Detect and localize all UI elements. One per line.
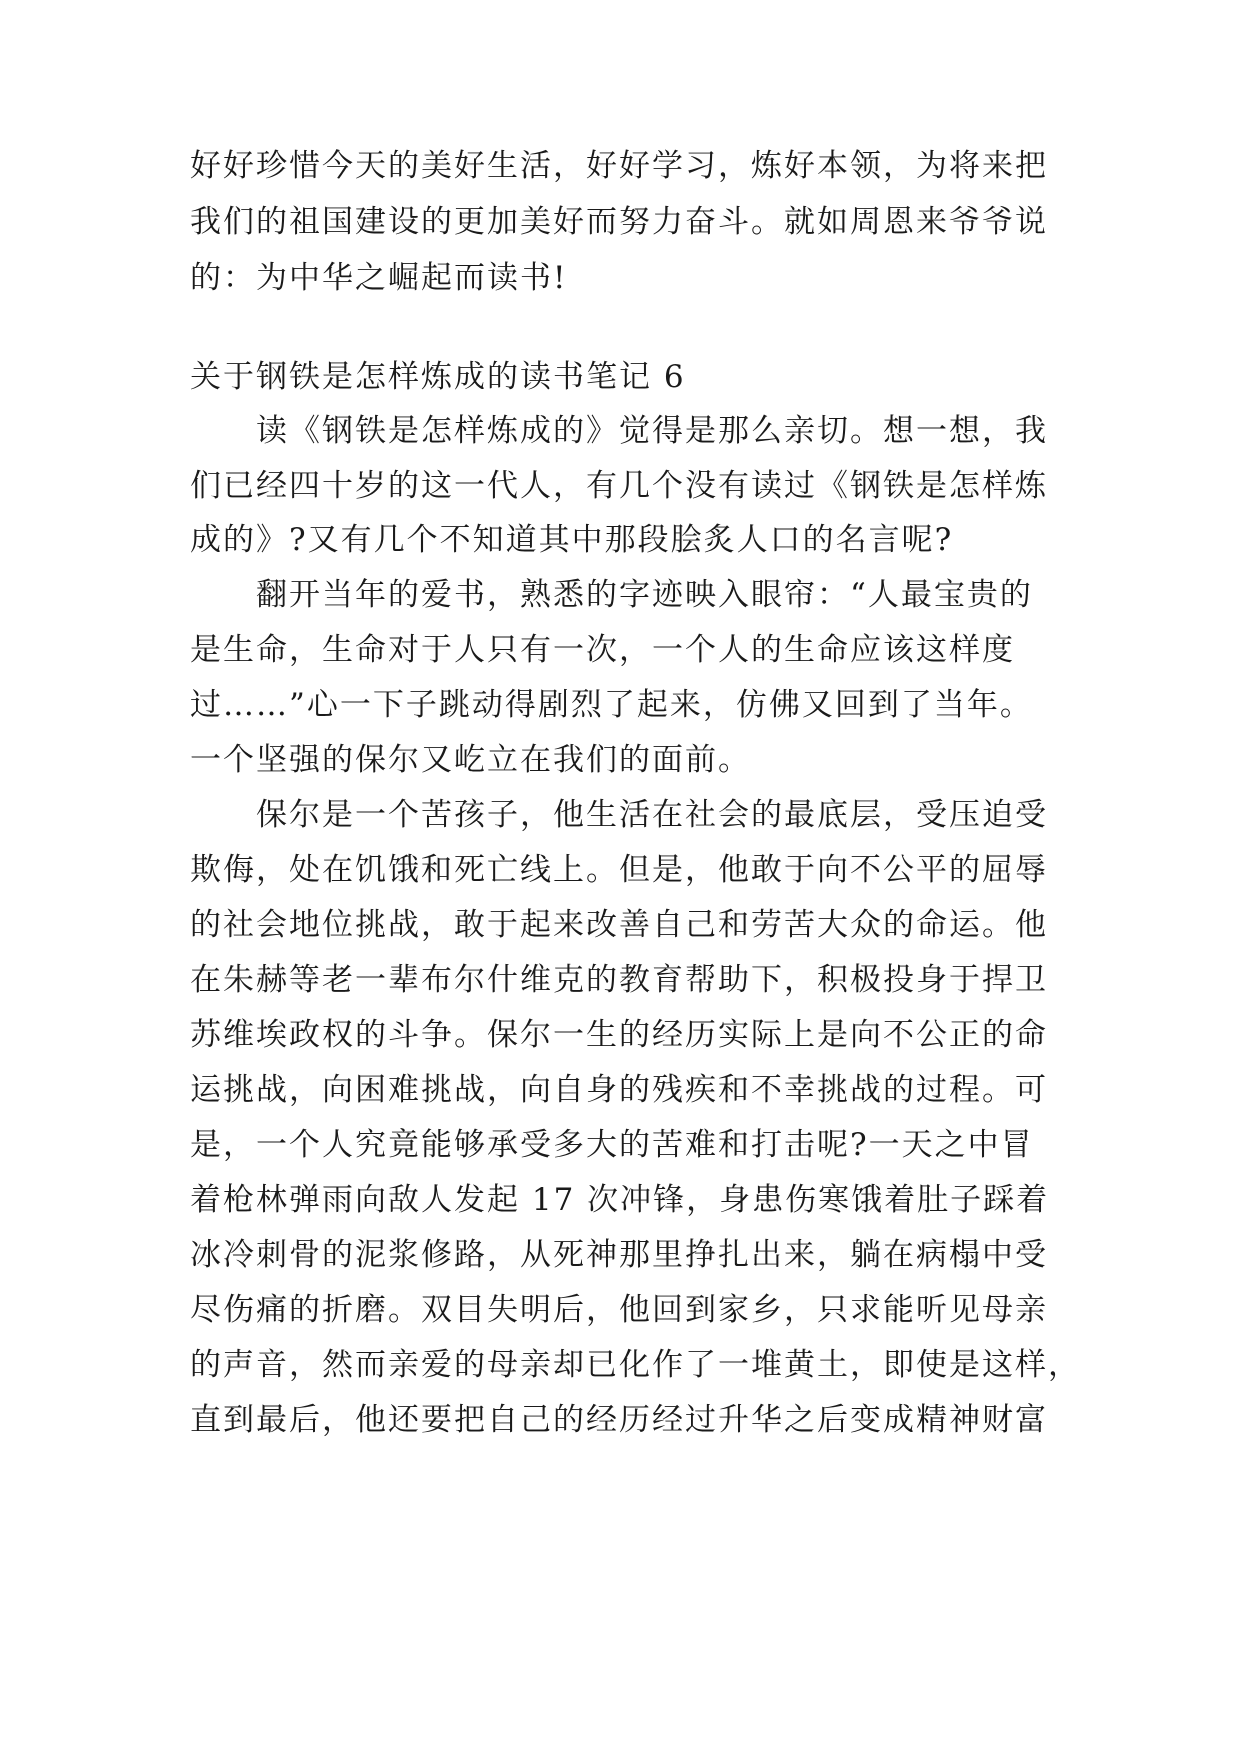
p3-line-11: 的声音，然而亲爱的母亲却已化作了一堆黄土，即使是这样， xyxy=(190,1347,1081,1383)
intro-line-2: 我们的祖国建设的更加美好而努力奋斗。就如周恩来爷爷说 xyxy=(190,204,1048,240)
p3-line-1: 保尔是一个苦孩子，他生活在社会的最底层，受压迫受 xyxy=(256,797,1048,833)
p3-line-3: 的社会地位挑战，敢于起来改善自己和劳苦大众的命运。他 xyxy=(190,907,1048,943)
intro-line-1: 好好珍惜今天的美好生活，好好学习，炼好本领，为将来把 xyxy=(190,148,1048,184)
p1-line-2: 们已经四十岁的这一代人，有几个没有读过《钢铁是怎样炼 xyxy=(190,468,1048,504)
intro-line-3: 的：为中华之崛起而读书! xyxy=(190,260,568,296)
p2-line-3: 过……”心一下子跳动得剧烈了起来，仿佛又回到了当年。 xyxy=(190,687,1033,723)
p3-line-9: 冰冷刺骨的泥浆修路，从死神那里挣扎出来，躺在病榻中受 xyxy=(190,1237,1048,1273)
p1-line-1: 读《钢铁是怎样炼成的》觉得是那么亲切。想一想，我 xyxy=(256,413,1048,449)
p1-line-3: 成的》?又有几个不知道其中那段脍炙人口的名言呢? xyxy=(190,522,954,558)
p3-line-7: 是，一个人究竟能够承受多大的苦难和打击呢?一天之中冒 xyxy=(190,1127,1034,1163)
p2-line-4: 一个坚强的保尔又屹立在我们的面前。 xyxy=(190,742,751,778)
p2-line-1: 翻开当年的爱书，熟悉的字迹映入眼帘：“人最宝贵的 xyxy=(256,577,1033,613)
section-title: 关于钢铁是怎样炼成的读书笔记 6 xyxy=(190,359,686,395)
p3-line-5: 苏维埃政权的斗争。保尔一生的经历实际上是向不公正的命 xyxy=(190,1017,1048,1053)
p3-line-10: 尽伤痛的折磨。双目失明后，他回到家乡，只求能听见母亲 xyxy=(190,1292,1048,1328)
p3-line-2: 欺侮，处在饥饿和死亡线上。但是，他敢于向不公平的屈辱 xyxy=(190,852,1048,888)
p3-line-4: 在朱赫等老一辈布尔什维克的教育帮助下，积极投身于捍卫 xyxy=(190,962,1048,998)
p3-line-12: 直到最后，他还要把自己的经历经过升华之后变成精神财富 xyxy=(190,1402,1048,1438)
p3-line-8: 着枪林弹雨向敌人发起 17 次冲锋，身患伤寒饿着肚子踩着 xyxy=(190,1182,1050,1218)
p3-line-6: 运挑战，向困难挑战，向自身的残疾和不幸挑战的过程。可 xyxy=(190,1072,1048,1108)
p2-line-2: 是生命，生命对于人只有一次，一个人的生命应该这样度 xyxy=(190,632,1015,668)
